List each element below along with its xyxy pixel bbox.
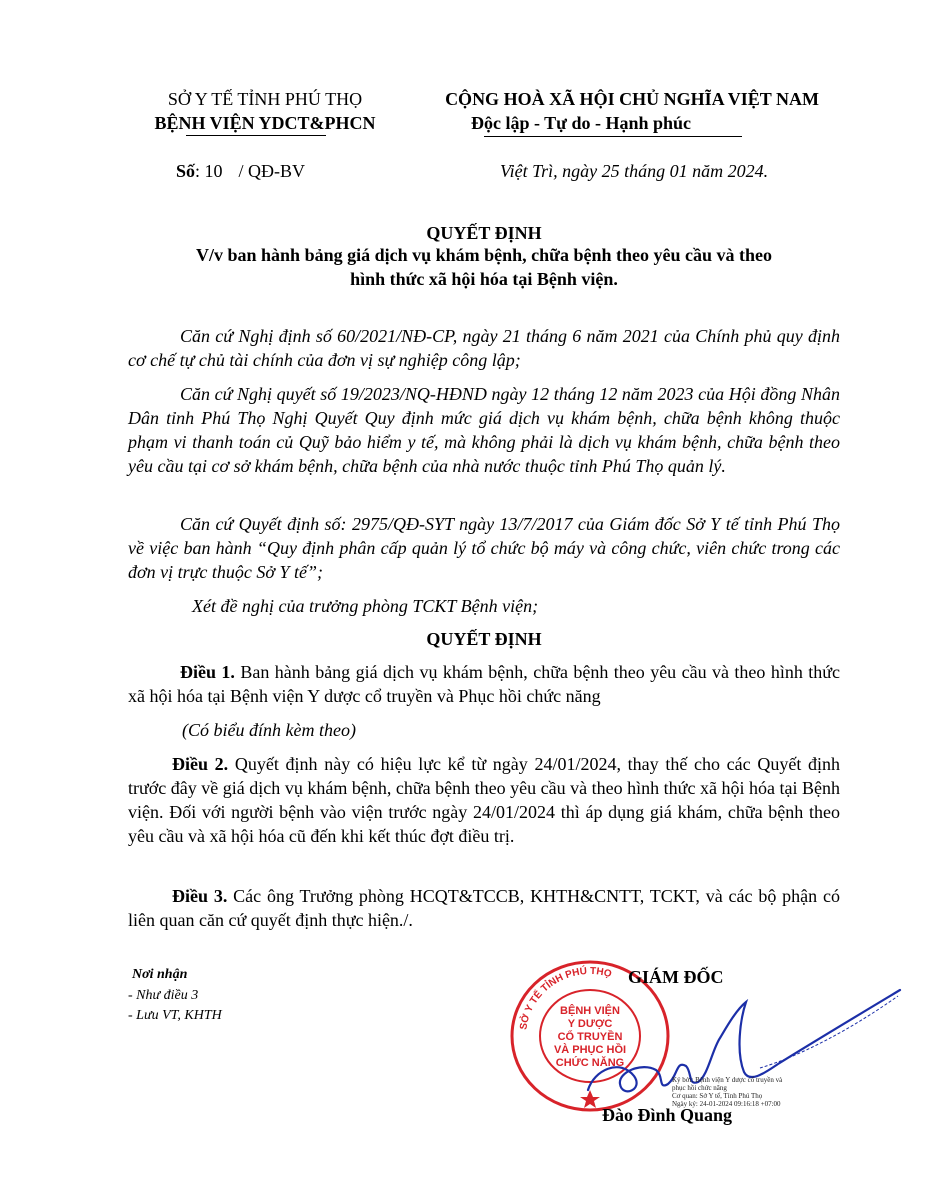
motto-line: Độc lập - Tự do - Hạnh phúc xyxy=(470,113,692,133)
article-1-note: (Có biểu đính kèm theo) xyxy=(182,720,356,740)
signature-meta-line: Ký bởi: Bệnh viện Y dược cổ truyền và xyxy=(672,1076,783,1084)
subject-line-1: V/v ban hành bảng giá dịch vụ khám bệnh, chữa bệnh theo yêu cầu và theo xyxy=(196,245,772,265)
preamble-1: Căn cứ Nghị định số 60/2021/NĐ-CP, ngày 21 tháng 6 năm 2021 của Chính phủ quy định cơ chế tự chủ tài chính của đơn vị sự nghiệp công lập; xyxy=(128,326,840,370)
stamp-line: Y DƯỢC xyxy=(567,1018,613,1030)
recipient-item: - Lưu VT, KHTH xyxy=(128,1008,222,1023)
article-2-label: Điều 2. xyxy=(172,754,229,774)
stamp-ring-text: SỞ Y TẾ TỈNH PHÚ THỌ xyxy=(518,965,613,1031)
number-suffix: / QĐ-BV xyxy=(238,161,306,181)
article-2 xyxy=(128,752,840,848)
preamble-3: Căn cứ Quyết định số: 2975/QĐ-SYT ngày 13/7/2017 của Giám đốc Sở Y tế tỉnh Phú Thọ về việc ban hành “Quy định phân cấp quản lý tổ chức bộ máy và công chức, viên chức trong các đơn vị trực thuộc Sở Y tế”; xyxy=(128,514,840,582)
national-motto xyxy=(418,112,744,134)
stamp-line: VÀ PHỤC HỒI xyxy=(553,1044,627,1056)
signature-meta-line: Cơ quan: Sở Y tế, Tỉnh Phú Thọ xyxy=(672,1092,763,1100)
stamp-line: BỆNH VIỆN xyxy=(560,1005,620,1017)
document-date: Việt Trì, ngày 25 tháng 01 năm 2024. xyxy=(500,161,769,181)
stamp-line: CỔ TRUYỀN xyxy=(557,1031,623,1043)
article-3 xyxy=(128,884,840,932)
subject-line-2: hình thức xã hội hóa tại Bệnh viện. xyxy=(350,269,618,289)
agency-line: SỞ Y TẾ TỈNH PHÚ THỌ xyxy=(167,89,363,109)
signature-meta-line: phục hồi chức năng xyxy=(672,1084,727,1092)
article-3-label: Điều 3. xyxy=(172,886,228,906)
national-title xyxy=(418,88,846,110)
number-label: Số xyxy=(176,161,196,181)
hospital-name xyxy=(128,112,402,134)
document-title: QUYẾT ĐỊNH xyxy=(426,223,542,243)
recipient-item: - Như điều 3 xyxy=(128,988,199,1003)
left-header-underline xyxy=(186,135,326,136)
signature-meta-line: Ngày ký: 24-01-2024 09:16:18 +07:00 xyxy=(672,1100,781,1108)
preamble-2: Căn cứ Nghị quyết số 19/2023/NQ-HĐND ngày 12 tháng 12 năm 2023 của Hội đồng Nhân Dân tỉnh Phú Thọ Nghị Quyết Quy định mức giá dịch vụ khám bệnh, chữa bệnh không thuộc phạm vi thanh toán củ Quỹ bảo hiểm y tế, mà không phải là dịch vụ khám bệnh, chữa bệnh theo yêu cầu tại cơ sở khám bệnh, chữa bệnh của nhà nước thuộc tỉnh Phú Thọ quản lý. xyxy=(128,384,840,476)
article-3-text: Các ông Trưởng phòng HCQT&TCCB, KHTH&CNTT, TCKT, và các bộ phận có liên quan căn cứ quyết định thực hiện./. xyxy=(128,886,840,930)
article-1 xyxy=(128,660,840,708)
number-value: : 10 xyxy=(195,161,223,181)
decision-heading: QUYẾT ĐỊNH xyxy=(426,629,542,649)
hospital-line: BỆNH VIỆN YDCT&PHCN xyxy=(154,113,376,133)
article-2-text: Quyết định này có hiệu lực kể từ ngày 24/01/2024, thay thế cho các Quyết định trước đây về giá dịch vụ khám bệnh, chữa bệnh theo yêu cầu và theo hình thức xã hội hóa tại Bệnh viện. Đối với người bệnh vào viện trước ngày 24/01/2024 thì áp dụng giá khám, chữa bệnh theo yêu cầu và xã hội hóa cũ đến khi kết thúc đợt điều trị. xyxy=(128,754,840,846)
article-1-label: Điều 1. xyxy=(180,662,235,682)
preamble-4: Xét đề nghị của trưởng phòng TCKT Bệnh viện; xyxy=(192,596,539,616)
recipients-label: Nơi nhận xyxy=(132,967,188,982)
signer-title: GIÁM ĐỐC xyxy=(628,967,724,987)
signer-name: Đào Đình Quang xyxy=(602,1105,733,1125)
national-title-line: CỘNG HOÀ XÃ HỘI CHỦ NGHĨA VIỆT NAM xyxy=(445,89,819,109)
article-1-text: Ban hành bảng giá dịch vụ khám bệnh, chữa bệnh theo yêu cầu và theo hình thức xã hội hóa tại Bệnh viện Y dược cổ truyền và Phục hồi chức năng xyxy=(128,662,841,706)
agency-name xyxy=(140,88,390,110)
document-number xyxy=(176,160,305,182)
stamp-line: CHỨC NĂNG xyxy=(555,1057,625,1069)
right-header-underline xyxy=(484,136,742,137)
